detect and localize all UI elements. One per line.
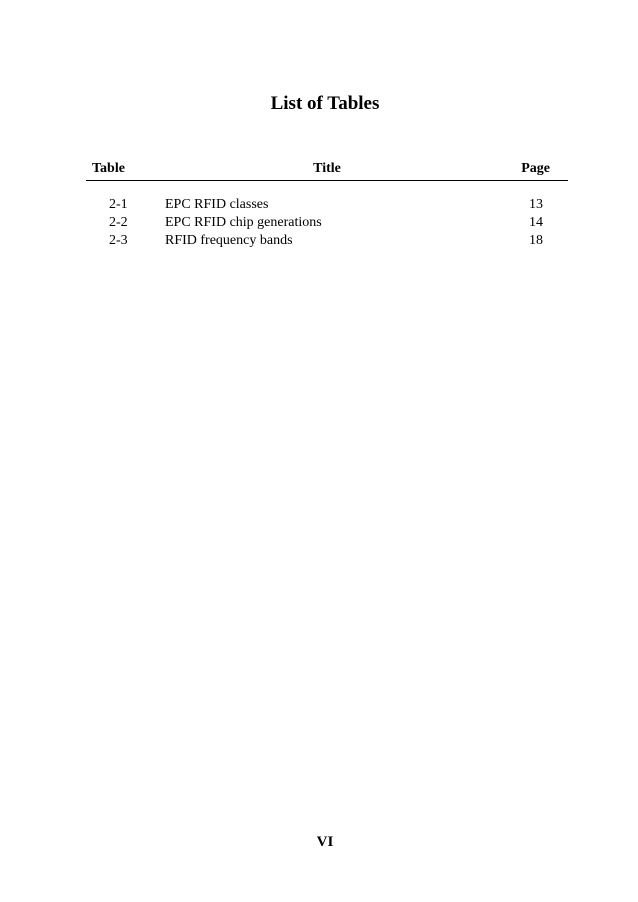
header-title: Title <box>313 161 341 176</box>
table-number: 2-2 <box>109 215 128 230</box>
table-page: 13 <box>529 197 543 212</box>
page-title: List of Tables <box>270 93 380 114</box>
table-title: RFID frequency bands <box>165 233 293 248</box>
table-page: 14 <box>529 215 543 230</box>
table-number: 2-3 <box>109 233 128 248</box>
table-header <box>86 160 568 181</box>
table-row <box>86 232 568 250</box>
header-page: Page <box>521 161 550 176</box>
table-row <box>86 196 568 214</box>
table-list <box>86 196 568 250</box>
table-row <box>86 214 568 232</box>
table-number: 2-1 <box>109 197 128 212</box>
table-page: 18 <box>529 233 543 248</box>
page-number: VI <box>316 834 334 850</box>
header-table-number: Table <box>92 161 125 176</box>
table-title: EPC RFID classes <box>165 197 269 212</box>
table-title: EPC RFID chip generations <box>165 215 322 230</box>
